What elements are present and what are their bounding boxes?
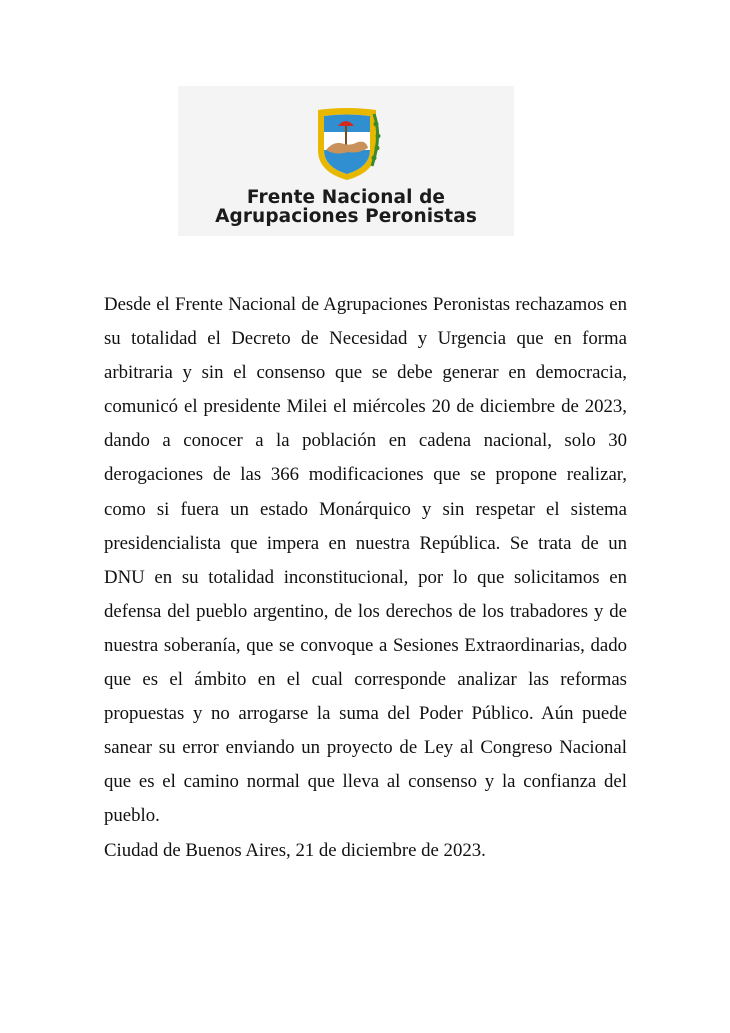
peronist-shield-emblem-icon bbox=[312, 106, 382, 182]
organization-logo bbox=[178, 86, 514, 236]
statement-body: Desde el Frente Nacional de Agrupaciones Peronistas rechazamos en su totalidad el Decreto de Necesidad y Urgencia que en forma arbitraria y sin el consenso que se debe generar en democracia, comunicó el presidente Milei el miércoles 20 de diciembre de 2023, dando a conocer a la población en cadena nacional, solo 30 derogaciones de las 366 modificaciones que se propone realizar, como si fuera un estado Monárquico y sin respetar el sistema presidencialista que impera en nuestra República. Se trata de un DNU en su totalidad inconstitucional, por lo que solicitamos en defensa del pueblo argentino, de los derechos de los trabadores y de nuestra soberanía, que se convoque a Sesiones Extraordinarias, dado que es el ámbito en el cual corresponde analizar las reformas propuestas y no arrogarse la suma del Poder Público. Aún puede sanear su error enviando un proyecto de Ley al Congreso Nacional que es el camino normal que lleva al consenso y la confianza del pueblo. bbox=[104, 294, 627, 827]
statement-closing: Ciudad de Buenos Aires, 21 de diciembre de 2023. bbox=[104, 840, 486, 861]
logo-title-line-2: Agrupaciones Peronistas bbox=[215, 206, 477, 227]
logo-title-line-1: Frente Nacional de bbox=[246, 187, 446, 208]
